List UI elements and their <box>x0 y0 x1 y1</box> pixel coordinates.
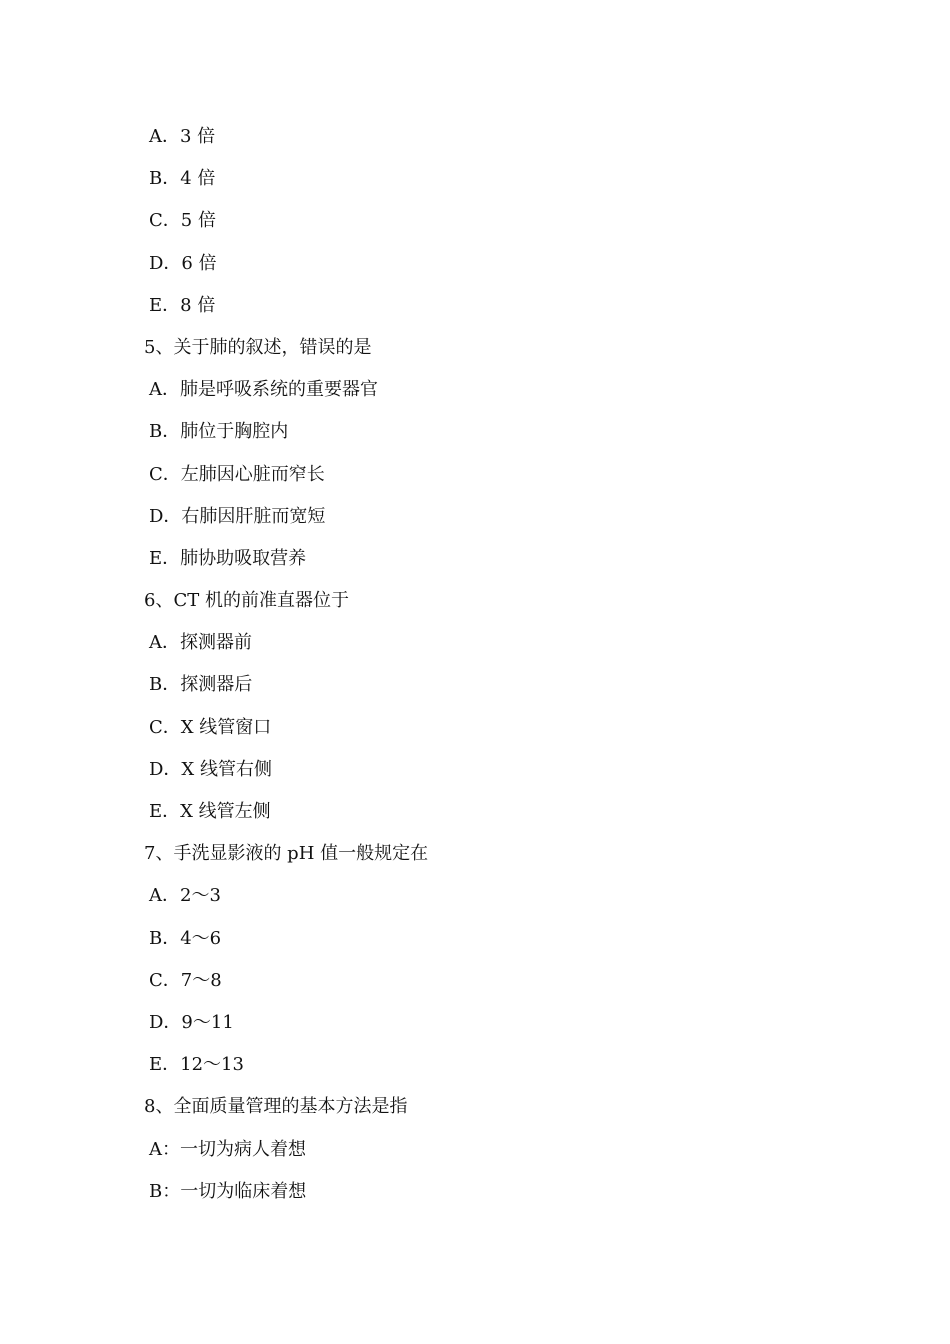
option-6a: A．探测器前 <box>149 632 252 654</box>
question-list <box>144 116 824 1213</box>
option-6b: B．探测器后 <box>149 674 253 696</box>
option-5e: E．肺协助吸取营养 <box>149 547 307 569</box>
option-6c: C．X 线管窗口 <box>149 716 272 738</box>
option-7e: E．12～13 <box>149 1054 244 1076</box>
option-7b: B．4～6 <box>149 927 222 949</box>
option-6d: D．X 线管右侧 <box>149 758 272 780</box>
option-4e: E．8 倍 <box>149 294 216 316</box>
option-7a: A．2～3 <box>149 885 221 907</box>
option-6e: E．X 线管左侧 <box>149 801 271 822</box>
question-7: 7、手洗显影液的 pH 值一般规定在 <box>144 843 429 865</box>
question-5: 5、关于肺的叙述，错误的是 <box>144 336 372 358</box>
option-7c: C．7～8 <box>149 969 222 991</box>
option-4a: A．3 倍 <box>149 126 216 147</box>
option-5b: B．肺位于胸腔内 <box>149 421 289 443</box>
question-8: 8、全面质量管理的基本方法是指 <box>144 1096 408 1118</box>
option-5d: D．右肺因肝脏而宽短 <box>149 505 326 527</box>
option-4d: D．6 倍 <box>149 252 217 274</box>
option-5c: C．左肺因心脏而窄长 <box>149 463 325 485</box>
option-5a: A．肺是呼吸系统的重要器官 <box>149 379 378 401</box>
option-4b: B．4 倍 <box>149 168 216 190</box>
option-4c: C．5 倍 <box>149 210 216 232</box>
option-7d: D．9～11 <box>149 1011 234 1033</box>
option-8a: A：一切为病人着想 <box>149 1138 306 1160</box>
question-6: 6、CT 机的前准直器位于 <box>144 590 349 612</box>
option-8b: B：一切为临床着想 <box>149 1180 307 1202</box>
